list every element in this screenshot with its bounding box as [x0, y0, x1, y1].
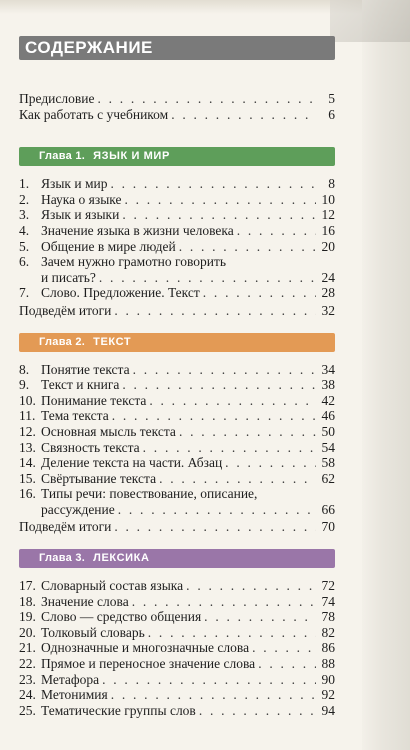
leader-dots: [99, 270, 316, 286]
toc-entry-label: Однозначные и многозначные слова: [41, 640, 250, 656]
toc-entry[interactable]: [19, 471, 335, 487]
leader-dots: [122, 377, 316, 393]
toc-entry-num: 6.: [19, 254, 30, 270]
toc-entry-page: 88: [321, 656, 335, 672]
chapter-name: ЛЕКСИКА: [93, 552, 150, 565]
toc-entry-label: Текст и книга: [41, 377, 120, 393]
toc-entry-num: 25.: [19, 702, 36, 718]
toc-entry-num: 13.: [19, 439, 36, 455]
toc-entry-label: Слово. Предложение. Текст: [41, 285, 200, 301]
chapter-3-header[interactable]: [19, 549, 335, 568]
toc-entry-page: 42: [321, 392, 335, 408]
toc-entry-num: 3.: [19, 207, 30, 223]
table-of-contents: [19, 36, 335, 718]
toc-entry-page: 16: [321, 222, 335, 238]
leader-dots: [179, 424, 316, 440]
toc-entry-label: Как работать с учебником: [19, 106, 169, 122]
toc-entry[interactable]: [19, 424, 335, 440]
toc-entry-num: 10.: [19, 392, 36, 408]
toc-entry-label: Связность текста: [41, 439, 140, 455]
toc-entry-label: Тематические группы слов: [41, 702, 196, 718]
toc-entry-page: 58: [321, 455, 335, 471]
leader-dots: [143, 440, 316, 456]
toc-entry-page: 72: [321, 578, 335, 594]
leader-dots: [124, 192, 316, 208]
toc-entry-page: 24: [321, 269, 335, 285]
toc-entry-num: 21.: [19, 640, 36, 656]
toc-entry[interactable]: [19, 393, 335, 409]
leader-dots: [114, 519, 316, 535]
page-title: СОДЕРЖАНИЕ: [19, 36, 335, 60]
leader-dots: [204, 609, 316, 625]
toc-entry[interactable]: [19, 640, 335, 656]
toc-entry[interactable]: [19, 223, 335, 239]
toc-entry-page: 5: [328, 91, 335, 106]
toc-entry[interactable]: [19, 285, 335, 301]
toc-entry-page: 46: [321, 408, 335, 424]
toc-entry-label: Понимание текста: [41, 392, 147, 408]
toc-entry-how-to-use[interactable]: [19, 107, 335, 123]
leader-dots: [179, 239, 316, 255]
chapter-label: Глава 1.: [39, 150, 86, 163]
leader-dots: [132, 594, 316, 610]
toc-entry-page: 70: [321, 519, 335, 535]
toc-entry-page: 86: [321, 640, 335, 656]
leader-dots: [148, 625, 316, 641]
leader-dots: [110, 176, 316, 192]
toc-entry-num: 17.: [19, 578, 36, 594]
toc-entry-continuation[interactable]: [19, 270, 335, 286]
leader-dots: [149, 393, 316, 409]
toc-entry-page: 50: [321, 423, 335, 439]
toc-entry-label: и писать?: [41, 269, 96, 285]
toc-entry-label: Язык и мир: [41, 176, 108, 192]
toc-entry-num: 1.: [19, 176, 30, 192]
toc-entry[interactable]: [19, 594, 335, 610]
toc-entry-num: 4.: [19, 222, 30, 238]
leader-dots: [186, 578, 316, 594]
toc-entry[interactable]: [19, 408, 335, 424]
toc-entry-num: 18.: [19, 593, 36, 609]
toc-entry-label: Метонимия: [41, 687, 108, 703]
toc-entry-num: 24.: [19, 687, 36, 703]
toc-entry-page: 62: [321, 470, 335, 486]
toc-entry-page: 12: [321, 207, 335, 223]
toc-entry-num: 11.: [19, 408, 36, 424]
leader-dots: [97, 91, 316, 107]
toc-entry-num: 9.: [19, 377, 30, 393]
toc-entry-label: Типы речи: повествование, описание,: [41, 486, 258, 502]
toc-entry[interactable]: [19, 239, 335, 255]
chapter-name: ЯЗЫК И МИР: [93, 150, 170, 163]
toc-entry-num: 2.: [19, 191, 30, 207]
page-edge: [362, 0, 410, 750]
toc-entry-num: 19.: [19, 609, 36, 625]
toc-entry[interactable]: [19, 703, 335, 719]
toc-entry-label: Зачем нужно грамотно говорить: [41, 254, 227, 270]
toc-entry-label: Общение в мире людей: [41, 238, 176, 254]
toc-entry-page: 6: [328, 106, 335, 122]
toc-entry-label: Значение языка в жизни человека: [41, 222, 234, 238]
front-matter: [19, 91, 335, 122]
toc-entry-page: 66: [321, 501, 335, 517]
toc-entry-num: 20.: [19, 624, 36, 640]
toc-entry-label: Тема текста: [41, 408, 109, 424]
toc-entry-page: 38: [321, 377, 335, 393]
toc-entry-num: 16.: [19, 486, 36, 502]
toc-entry-num: 22.: [19, 656, 36, 672]
toc-entry-page: 20: [321, 238, 335, 254]
toc-entry[interactable]: [19, 609, 335, 625]
leader-dots: [114, 303, 316, 319]
chapter-label: Глава 2.: [39, 335, 86, 348]
toc-entry[interactable]: [19, 207, 335, 223]
leader-dots: [225, 455, 316, 471]
toc-entry-label: Метафора: [41, 671, 100, 687]
toc-entry-continuation[interactable]: [19, 502, 335, 518]
toc-entry-label: Словарный состав языка: [41, 578, 184, 594]
toc-entry-label: Основная мысль текста: [41, 423, 176, 439]
toc-entry[interactable]: [19, 455, 335, 471]
toc-entry[interactable]: [19, 254, 335, 270]
toc-entry[interactable]: [19, 486, 335, 502]
toc-entry-label: Язык и языки: [41, 207, 120, 223]
toc-entry-page: 78: [321, 609, 335, 625]
leader-dots: [159, 471, 316, 487]
toc-entry-page: 94: [321, 702, 335, 718]
toc-entry[interactable]: [19, 687, 335, 703]
toc-entry-page: 54: [321, 439, 335, 455]
chapter-1-header[interactable]: [19, 147, 335, 166]
leader-dots: [258, 656, 316, 672]
leader-dots: [111, 687, 316, 703]
toc-entry[interactable]: [19, 176, 335, 192]
chapter-label: Глава 3.: [39, 552, 86, 565]
toc-entry-num: 23.: [19, 671, 36, 687]
leader-dots: [171, 107, 316, 123]
toc-entry-page: 8: [328, 176, 335, 192]
toc-entry[interactable]: [19, 192, 335, 208]
toc-entry-label: Подведём итоги: [19, 519, 112, 535]
toc-entry-label: рассуждение: [41, 501, 115, 517]
toc-entry[interactable]: [19, 656, 335, 672]
toc-entry-page: 10: [321, 191, 335, 207]
toc-entry-label: Значение слова: [41, 593, 129, 609]
toc-entry[interactable]: [19, 362, 335, 378]
toc-entry-num: 7.: [19, 285, 30, 301]
toc-entry-page: 92: [321, 687, 335, 703]
toc-entry-label: Слово — средство общения: [41, 609, 202, 625]
toc-entry-label: Толковый словарь: [41, 624, 145, 640]
toc-entry-page: 32: [321, 302, 335, 318]
toc-entry-num: 14.: [19, 455, 36, 471]
toc-entry[interactable]: [19, 625, 335, 641]
leader-dots: [133, 362, 316, 378]
leader-dots: [102, 672, 316, 688]
toc-entry-summary[interactable]: [19, 303, 335, 319]
toc-entry-page: 82: [321, 624, 335, 640]
leader-dots: [118, 502, 316, 518]
toc-entry-label: Предисловие: [19, 91, 95, 106]
toc-entry[interactable]: [19, 440, 335, 456]
leader-dots: [122, 207, 316, 223]
toc-entry-label: Наука о языке: [41, 191, 122, 207]
leader-dots: [252, 640, 316, 656]
toc-entry-page: 74: [321, 593, 335, 609]
toc-entry-label: Понятие текста: [41, 361, 130, 377]
toc-entry-preface[interactable]: [19, 91, 335, 107]
toc-entry-label: Прямое и переносное значение слова: [41, 656, 256, 672]
chapter-2-header[interactable]: [19, 333, 335, 352]
toc-entry-label: Свёртывание текста: [41, 470, 157, 486]
chapter-name: ТЕКСТ: [93, 335, 132, 348]
toc-entry-label: Деление текста на части. Абзац: [41, 455, 223, 471]
toc-entry-num: 12.: [19, 423, 36, 439]
leader-dots: [199, 703, 316, 719]
toc-entry-num: 15.: [19, 470, 36, 486]
toc-entry[interactable]: [19, 578, 335, 594]
toc-entry-label: Подведём итоги: [19, 302, 112, 318]
toc-entry-page: 28: [321, 285, 335, 301]
toc-entry-summary[interactable]: [19, 519, 335, 535]
leader-dots: [237, 223, 316, 239]
toc-entry[interactable]: [19, 377, 335, 393]
corner-image: [330, 0, 410, 42]
leader-dots: [203, 285, 316, 301]
toc-entry-page: 34: [321, 361, 335, 377]
toc-entry-num: 8.: [19, 361, 30, 377]
toc-entry-num: 5.: [19, 238, 30, 254]
leader-dots: [112, 408, 316, 424]
toc-entry[interactable]: [19, 672, 335, 688]
toc-entry-page: 90: [321, 671, 335, 687]
